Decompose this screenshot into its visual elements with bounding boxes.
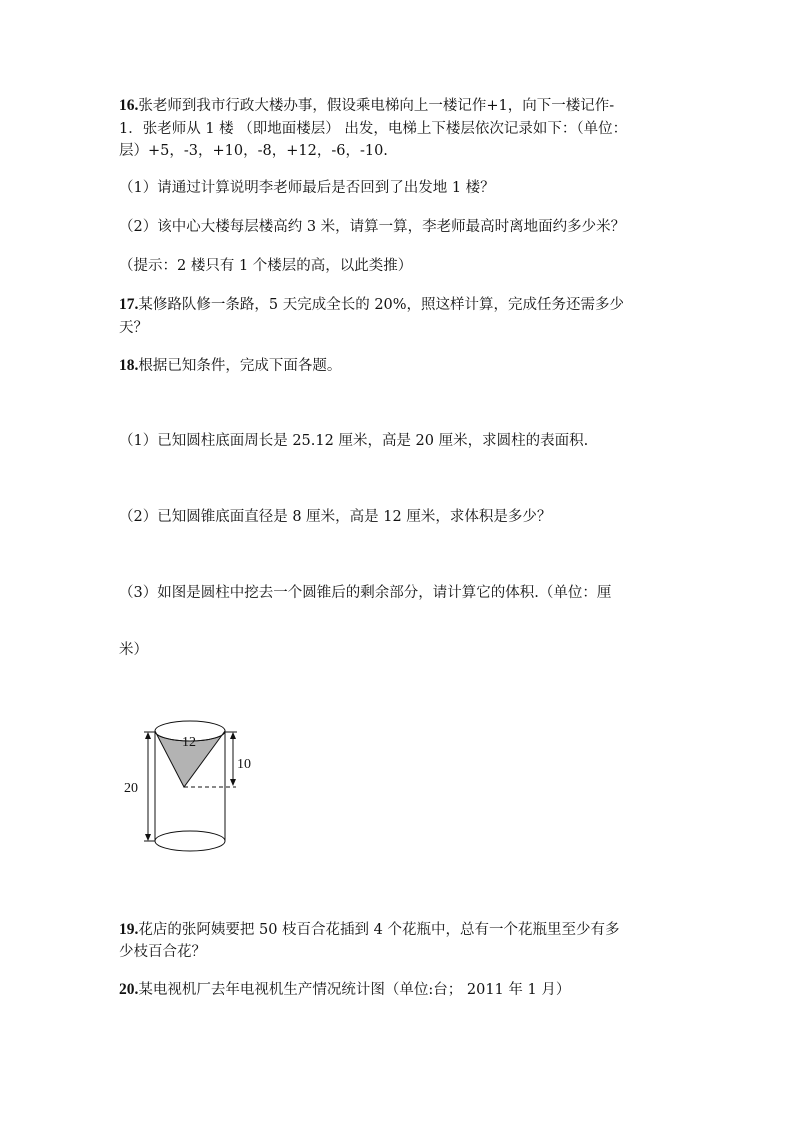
q17-number: 17. [119, 296, 139, 313]
cylinder-cone-figure [118, 712, 268, 866]
cone-height-arrow-top [230, 732, 236, 739]
q16-text-1: 张老师到我市行政大楼办事，假设乘电梯向上一楼记作+1，向下一楼记作- [138, 98, 615, 114]
cone-height-arrow-bottom [230, 779, 236, 786]
q20-number: 20. [119, 981, 139, 998]
figure-svg [118, 712, 268, 862]
q16-hint: （提示：2 楼只有 1 个楼层的高，以此类推） [119, 258, 413, 274]
q17-line-1 [119, 295, 624, 315]
q17-text-1: 某修路队修一条路，5 天完成全长的 20%，照这样计算，完成任务还需多少 [138, 297, 625, 313]
q16-number: 16. [119, 97, 139, 114]
q18-sub-2: （2）已知圆锥底面直径是 8 厘米，高是 12 厘米，求体积是多少？ [119, 509, 552, 525]
q19-text-1: 花店的张阿姨要把 50 枝百合花插到 4 个花瓶中，总有一个花瓶里至少有多 [138, 922, 620, 938]
cylinder-height-label: 20 [124, 781, 138, 796]
q18-number: 18. [119, 357, 139, 374]
q18-line-1 [119, 356, 341, 376]
q16-line-1 [119, 96, 614, 116]
q18-text-1: 根据已知条件，完成下面各题。 [138, 358, 342, 374]
cylinder-bottom-ellipse [155, 831, 225, 851]
diameter-label: 12 [182, 735, 196, 750]
q17-line-2: 天？ [119, 320, 148, 336]
q16-sub-2: （2）该中心大楼每层楼高约 3 米，请算一算，李老师最高时离地面约多少米？ [119, 219, 626, 235]
q19-line-2: 少枝百合花？ [119, 944, 206, 960]
cylinder-height-arrow-top [145, 732, 151, 739]
q19-number: 19. [119, 921, 139, 938]
q20-line-1 [119, 980, 570, 1000]
cone-height-label: 10 [237, 757, 251, 772]
q20-text-1: 某电视机厂去年电视机生产情况统计图（单位:台； 2011 年 1 月） [138, 982, 571, 998]
q16-sub-1: （1）请通过计算说明李老师最后是否回到了出发地 1 楼？ [119, 180, 495, 196]
q16-line-3: 层）+5，-3，+10，-8，+12，-6，-10. [119, 143, 388, 159]
q18-sub-1: （1）已知圆柱底面周长是 25.12 厘米，高是 20 厘米，求圆柱的表面积. [119, 433, 589, 449]
q19-line-1 [119, 920, 620, 940]
cylinder-height-arrow-bottom [145, 834, 151, 841]
q18-sub-3-line-2: 米） [119, 642, 148, 658]
q18-sub-3-line-1: （3）如图是圆柱中挖去一个圆锥后的剩余部分，请计算它的体积.（单位：厘 [119, 585, 612, 601]
q16-line-2: 1．张老师从 1 楼 （即地面楼层） 出发，电梯上下楼层依次记录如下：（单位： [119, 121, 628, 137]
